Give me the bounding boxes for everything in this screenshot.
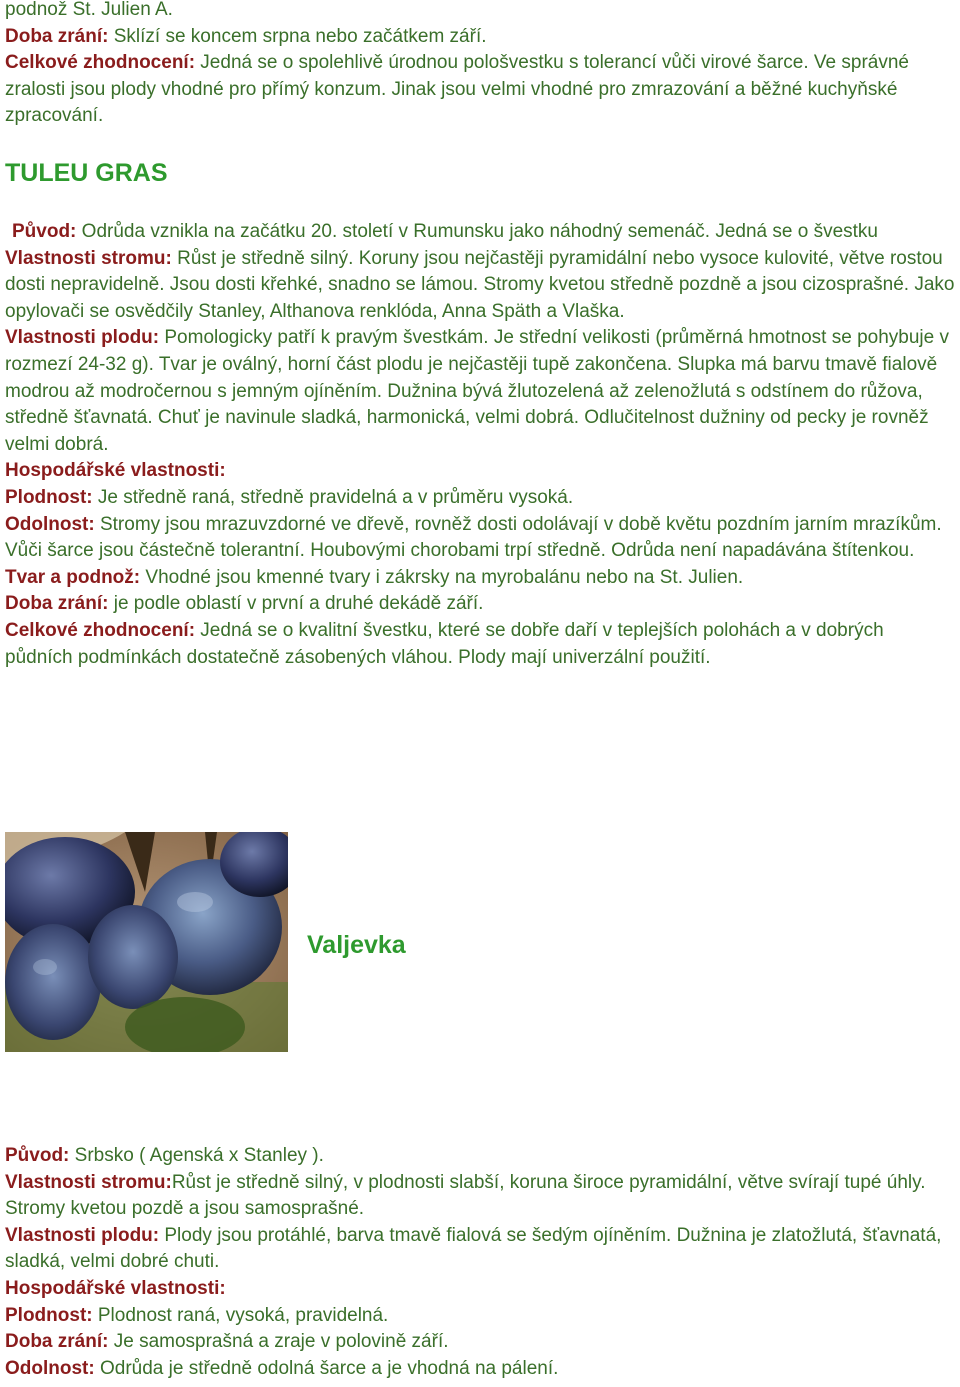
valjevka-section [5,1143,955,1382]
overall-label: Celkové zhodnocení: [5,52,196,74]
yield-paragraph [5,1303,955,1330]
overall-paragraph [5,618,955,671]
rootstock-continuation [5,0,955,24]
overall-text: Jedná se o spolehlivě úrodnou pološvestku s tolerancí vůči virové šarce. Ve správné zralosti jsou plody vhodné pro přímý konzum. Jinak jsou velmi vhodné pro zmrazování a běžné kuchyňské zpracování. [5,52,909,127]
tuleu-gras-section [5,219,955,671]
resistance-text: Odrůda je středně odolná šarce a je vhodná na pálení. [94,1357,559,1379]
harvest-paragraph [5,1329,955,1356]
variety-heading-valjevka: Valjevka [307,931,406,959]
origin-paragraph [5,1143,955,1170]
origin-text: Srbsko ( Agenská x Stanley ). [69,1145,324,1166]
overall-text: Jedná se o kvalitní švestku, které se dobře daří v teplejších polohách a v dobrých půdních podmínkách dostatečně zásobených vláhou. Plody mají univerzální použití. [5,619,884,668]
fruit-text: Pomologicky patří k pravým švestkám. Je střední velikosti (průměrná hmotnost se pohybuje v rozmezí 24-32 g). Tvar je oválný, horní část plodu je nejčastěji tupě zakončena. Slupka má barvu tmavě fialově modrou až modročernou s jemným ojíněním. Dužnina bývá žlutozelená až zelenožlutá s odstínem do růžova, středně šťavnatá. Chuť je navinule sladká, harmonická, velmi dobrá. Odlučitelnost dužniny od pecky je rovněž velmi dobrá. [5,327,949,455]
overall-paragraph [5,50,955,130]
tree-label: Vlastnosti stromu: [5,247,172,269]
yield-label: Plodnost: [5,1304,93,1326]
yield-text: Plodnost raná, vysoká, pravidelná. [92,1304,389,1326]
tree-text: Růst je středně silný. Koruny jsou nejčastěji pyramidální nebo vysoce kulovité, větve rostou dosti nepravidelně. Jsou dosti křehké, snadno se lámou. Stromy kvetou středně pozdně a jsou cizosprašné. Jako opylovači se osvědčily Stanley, Althanova renklóda, Anna Späth a Vlaška. [5,247,955,322]
fruit-label: Vlastnosti plodu: [5,327,160,349]
tree-text: Růst je středně silný, v plodnosti slabší, koruna široce pyramidální, větve svírají tupé úhly. Stromy kvetou pozdě a jsou samosprašné. [5,1171,926,1220]
origin-label: Původ: [12,221,77,242]
continuation-text: podnož St. Julien A. [5,0,173,20]
tree-label: Vlastnosti stromu: [5,1171,172,1193]
variety-heading-tuleu-gras: TULEU GRAS [5,159,168,187]
economic-properties-heading: Hospodářské vlastnosti: [5,460,226,482]
rootstock-label: Tvar a podnož: [5,566,141,588]
harvest-paragraph [5,24,955,51]
yield-text: Je středně raná, středně pravidelná a v průměru vysoká. [92,486,574,508]
tree-paragraph [5,246,955,326]
origin-paragraph [5,219,955,246]
origin-label: Původ: [5,1145,70,1166]
resistance-text: Stromy jsou mrazuvzdorné ve dřevě, rovněž dosti odolávají v době květu pozdním jarním mrazíkům. Vůči šarce jsou částečně tolerantní. Houbovými chorobami trpí středně. Odrůda není napadávána štítenkou. [5,513,942,562]
rootstock-text: Vhodné jsou kmenné tvary i zákrsky na myrobalánu nebo na St. Julien. [140,566,744,588]
harvest-label: Doba zrání: [5,593,109,615]
resistance-label: Odolnost: [5,1357,95,1379]
origin-text: Odrůda vznikla na začátku 20. století v Rumunsku jako náhodný semenáč. Jedná se o švestku [76,221,878,242]
fruit-label: Vlastnosti plodu: [5,1224,160,1246]
economic-properties-heading: Hospodářské vlastnosti: [5,1277,226,1299]
resistance-label: Odolnost: [5,513,95,535]
yield-paragraph [5,485,955,512]
fruit-text: Plody jsou protáhlé, barva tmavě fialová se šedým ojíněním. Dužnina je zlatožlutá, šťavnatá, sladká, velmi dobré chuti. [5,1224,942,1273]
harvest-label: Doba zrání: [5,25,109,47]
yield-label: Plodnost: [5,486,93,508]
harvest-text: Sklízí se koncem srpna nebo začátkem září. [108,25,487,47]
harvest-text: Je samosprašná a zraje v polovině září. [108,1331,449,1353]
harvest-text: je podle oblastí v první a druhé dekádě září. [108,593,484,615]
resistance-paragraph [5,1356,955,1383]
overall-label: Celkové zhodnocení: [5,619,196,641]
plum-photo-image [5,832,288,1052]
fruit-paragraph [5,325,955,458]
rootstock-paragraph [5,565,955,592]
tree-paragraph [5,1170,955,1223]
resistance-paragraph [5,512,955,565]
harvest-paragraph [5,591,955,618]
harvest-label: Doba zrání: [5,1331,109,1353]
previous-variety-section [5,0,955,130]
fruit-paragraph [5,1223,955,1276]
plum-photo [5,832,288,1052]
